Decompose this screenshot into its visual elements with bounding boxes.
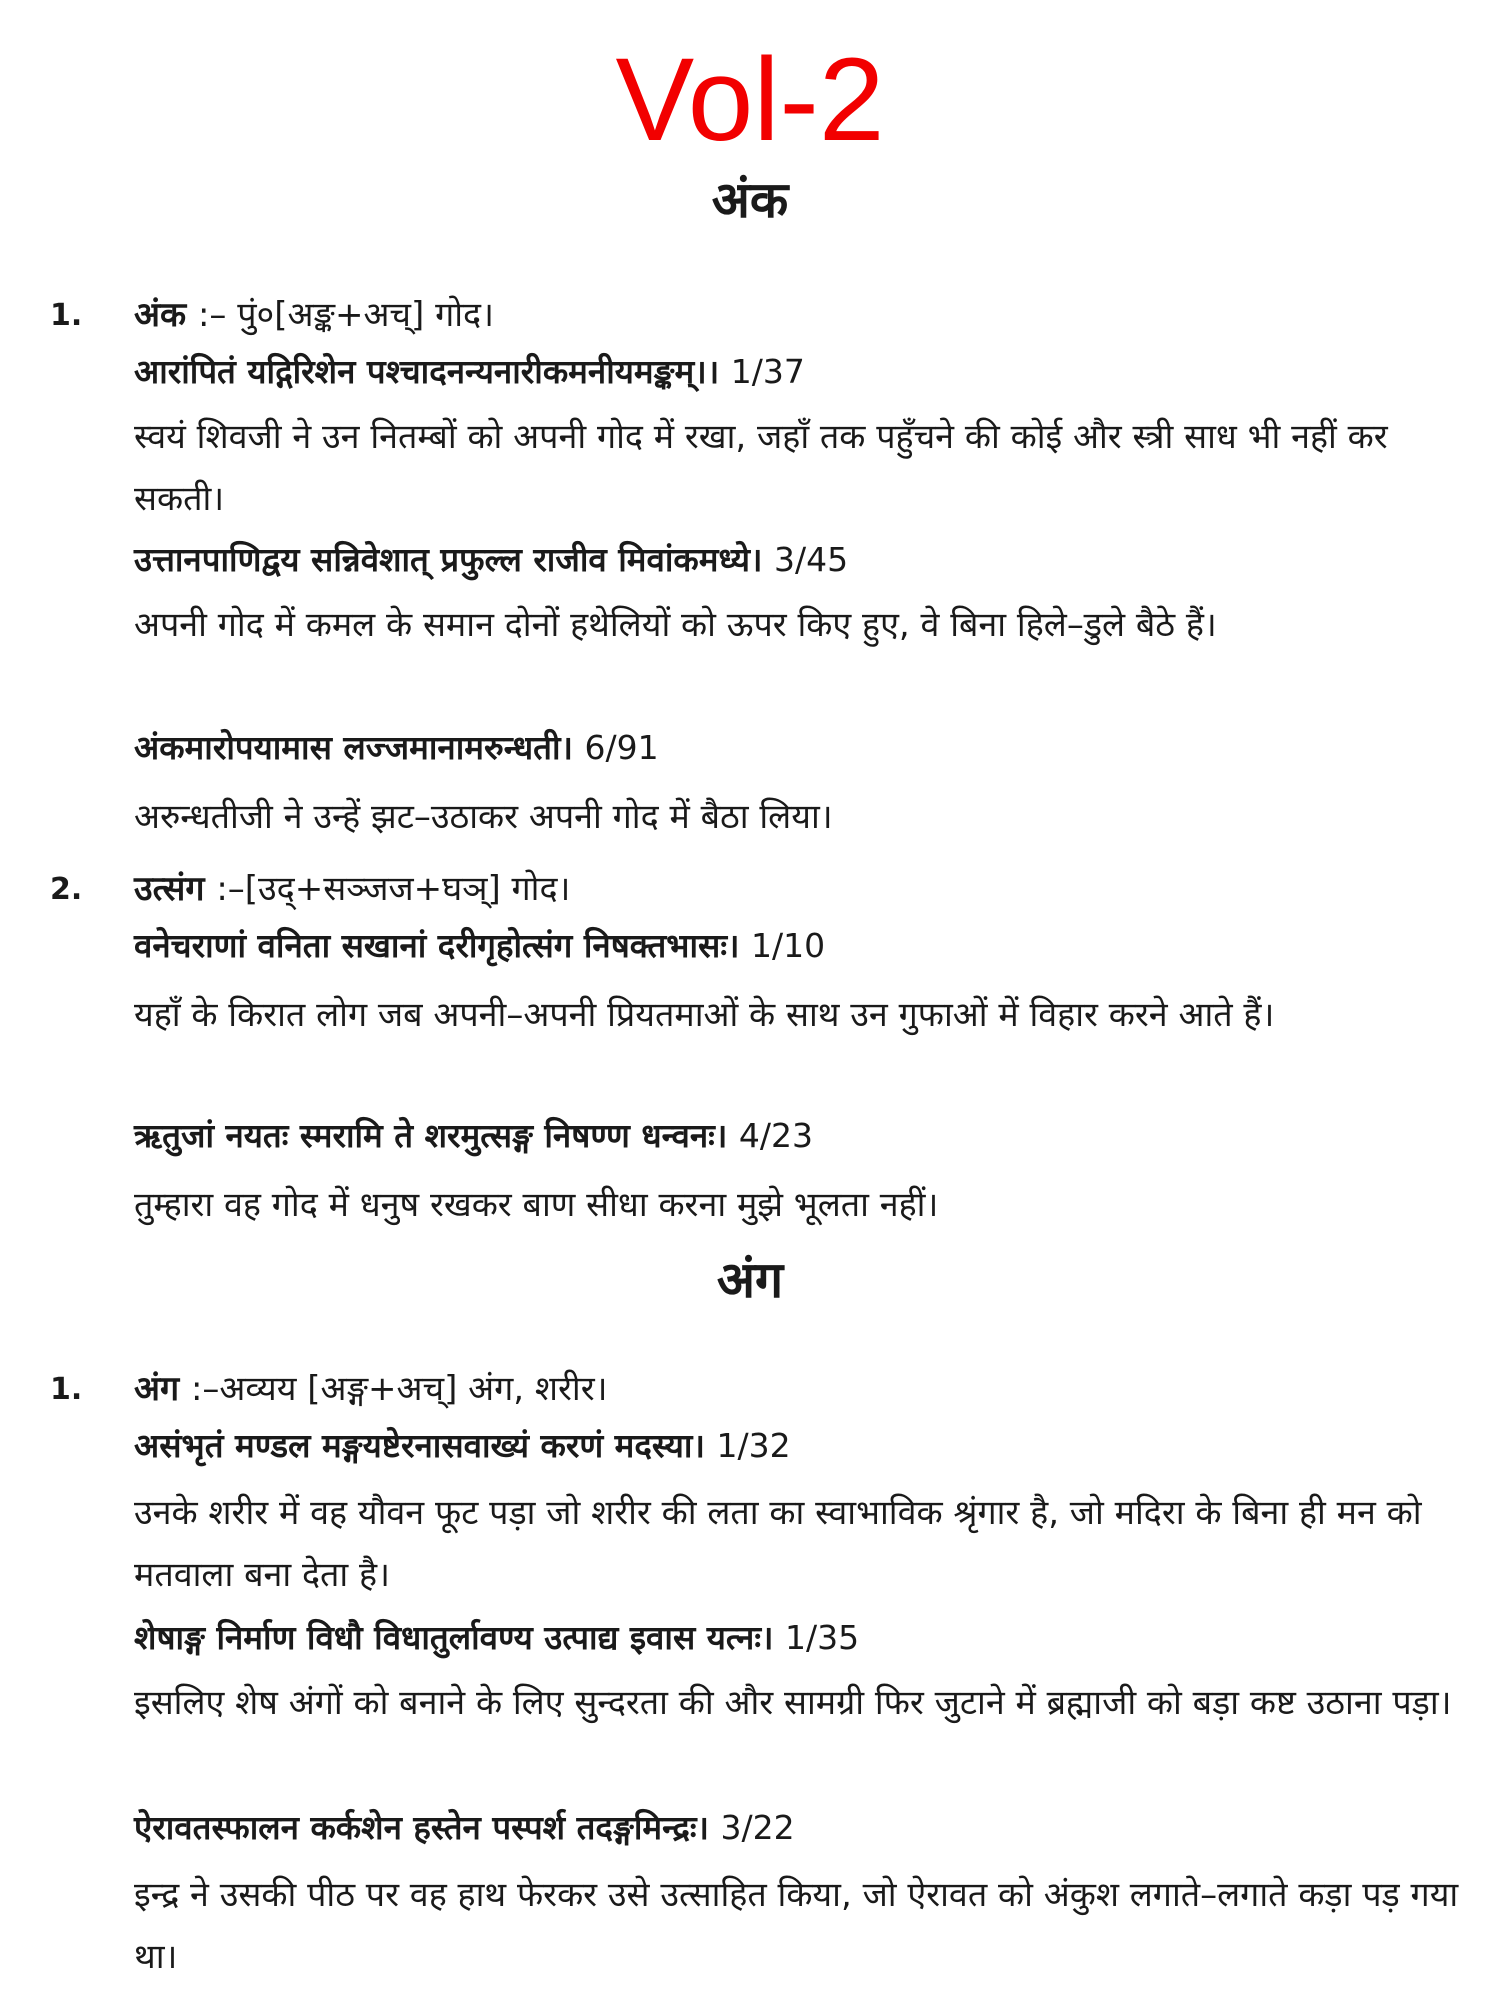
verse [134, 1422, 791, 1467]
headword-gloss: :–अव्यय [अङ्ग+अच्] अंग, शरीर। [190, 1369, 608, 1409]
section-heading-ank: अंक [711, 171, 789, 229]
verse-text: उत्तानपाणिद्वय सन्निवेशात् प्रफुल्ल राजीव मिवांकमध्ये। [134, 540, 763, 579]
verse-text: असंभृतं मण्डल मङ्गयष्टेरनासवाख्यं करणं मदस्या। [134, 1426, 705, 1465]
entry-number: 1. [50, 1372, 83, 1407]
verse-ref: 4/23 [738, 1116, 813, 1155]
verse [134, 922, 825, 967]
headword: उत्संग [134, 869, 205, 909]
verse-translation: यहाँ के किरात लोग जब अपनी–अपनी प्रियतमाओं के साथ उन गुफाओं में विहार करने आते हैं। [134, 995, 1275, 1035]
verse-translation: उनके शरीर में वह यौवन फूट पड़ा जो शरीर की लता का स्वाभाविक श्रृंगार है, जो मदिरा के बिना ही मन को मतवाला बना देता है। [134, 1493, 1422, 1595]
verse [134, 1804, 795, 1849]
verse-text: ऋतुजां नयतः स्मरामि ते शरमुत्सङ्ग निषण्ण धन्वनः। [134, 1116, 728, 1155]
section-heading-ang: अंग [716, 1251, 784, 1309]
verse-ref: 1/32 [716, 1426, 791, 1465]
volume-label: Vol-2 [615, 34, 885, 166]
headword-gloss: :– पुं०[अङ्क+अच्] गोद। [197, 295, 494, 335]
verse [134, 1614, 859, 1659]
headword: अंग [134, 1369, 180, 1409]
verse-ref: 1/10 [751, 926, 826, 965]
verse-translation: स्वयं शिवजी ने उन नितम्बों को अपनी गोद में रखा, जहाँ तक पहुँचने की कोई और स्त्री साध भी नहीं कर सकती। [134, 417, 1388, 519]
verse-ref: 6/91 [584, 728, 659, 767]
verse [134, 724, 659, 769]
verse-ref: 3/45 [774, 540, 849, 579]
verse [134, 1112, 813, 1157]
verse-translation: इन्द्र ने उसकी पीठ पर वह हाथ फेरकर उसे उत्साहित किया, जो ऐरावत को अंकुश लगाते–लगाते कड़ा पड़ गया था। [134, 1875, 1459, 1977]
verse-translation: तुम्हारा वह गोद में धनुष रखकर बाण सीधा करना मुझे भूलता नहीं। [134, 1185, 939, 1225]
verse-text: अंकमारोपयामास लज्जमानामरुन्धती। [134, 728, 574, 767]
verse-text: आरांपितं यद्गिरिशेन पश्चादनन्यनारीकमनीयमङ्कम्।। [134, 352, 720, 391]
verse-translation: अपनी गोद में कमल के समान दोनों हथेलियों को ऊपर किए हुए, वे बिना हिले–डुले बैठे हैं। [134, 605, 1217, 645]
entry-number: 2. [50, 872, 83, 907]
verse-translation: अरुन्धतीजी ने उन्हें झट–उठाकर अपनी गोद में बैठा लिया। [134, 797, 833, 837]
verse-text: वनेचराणां वनिता सखानां दरीगृहोत्संग निषक्तभासः। [134, 926, 740, 965]
verse-text: ऐरावतस्फालन कर्कशेन हस्तेन पस्पर्श तदङ्गमिन्द्रः। [134, 1808, 710, 1847]
headword-gloss: :–[उद्+सञ्जज+घञ्] गोद। [216, 869, 571, 909]
verse [134, 348, 805, 393]
verse-translation: इसलिए शेष अंगों को बनाने के लिए सुन्दरता की और सामग्री फिर जुटाने में ब्रह्माजी को बड़ा कष्ट उठाना पड़ा। [134, 1683, 1452, 1723]
headword: अंक [134, 295, 187, 335]
entry-headword [134, 864, 570, 910]
entry-headword [134, 1364, 608, 1410]
verse-ref: 1/35 [785, 1618, 860, 1657]
verse-text: शेषाङ्ग निर्माण विधौ विधातुर्लावण्य उत्पाद्य इवास यत्नः। [134, 1618, 774, 1657]
verse-ref: 1/37 [730, 352, 805, 391]
entry-number: 1. [50, 298, 83, 333]
verse-ref: 3/22 [720, 1808, 795, 1847]
entry-headword [134, 290, 494, 336]
verse [134, 536, 848, 581]
